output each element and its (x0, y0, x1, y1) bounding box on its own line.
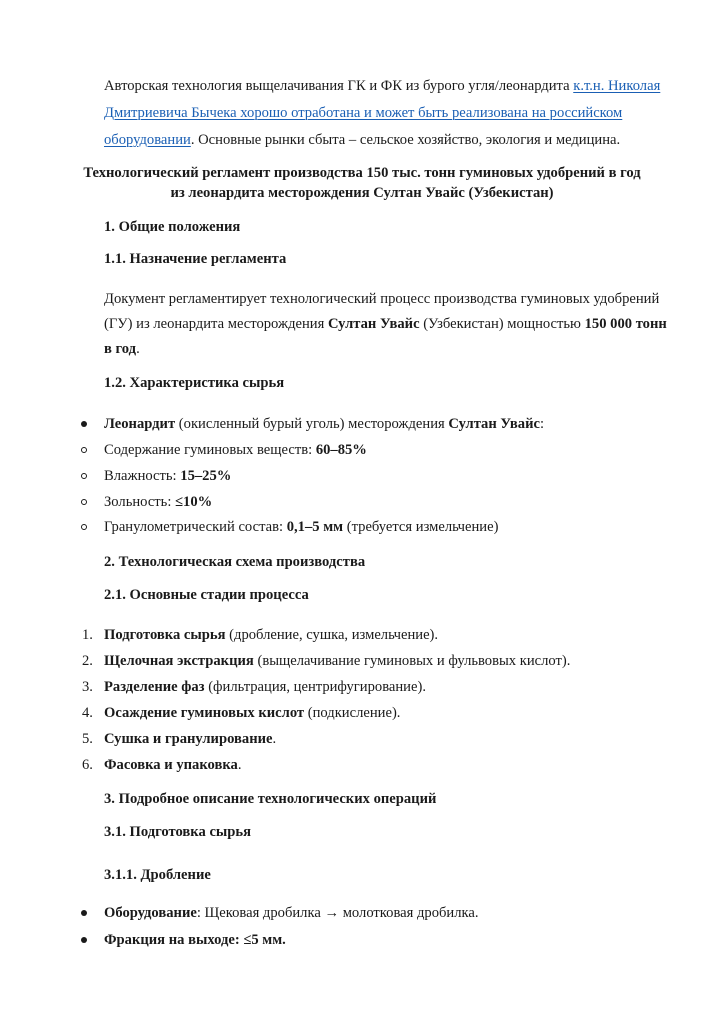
intro-line-2 (104, 103, 622, 123)
purpose-end: . (136, 341, 140, 357)
intro-line-3 (104, 130, 620, 150)
intro-text: Авторская технология выщелачивания ГК и ФК из бурого угля/леонардита (104, 78, 574, 94)
property-label: Влажность: (104, 468, 181, 484)
stage-item (104, 625, 438, 645)
equipment-item (104, 903, 479, 923)
property-item (104, 492, 212, 512)
stage-detail: (выщелачивание гуминовых и фульвовых кислот). (253, 653, 571, 669)
list-number: 6. (82, 757, 93, 773)
sub-bullet-icon (80, 440, 88, 460)
raw-material-text: (окисленный бурый уголь) месторождения (175, 416, 449, 432)
sub-bullet-icon (80, 517, 88, 537)
stage-detail: . (237, 757, 242, 773)
section-1-2-heading: 1.2. Характеристика сырья (104, 375, 285, 391)
fraction-label: Фракция на выходе (104, 932, 235, 948)
property-value: 15–25% (180, 468, 232, 484)
stage-detail: . (272, 731, 277, 747)
stage-name: Сушка и гранулирование (104, 731, 273, 747)
section-1-1-heading: 1.1. Назначение регламента (104, 251, 287, 267)
intro-text-end: . Основные рынки сбыта – сельское хозяйство, экология и медицина. (190, 132, 621, 148)
property-label: Зольность: (104, 494, 176, 510)
stage-item (104, 729, 276, 749)
list-number: 2. (82, 653, 93, 669)
property-label: Содержание гуминовых веществ: (104, 442, 316, 458)
property-value: 60–85% (315, 442, 367, 458)
capacity-value: 150 000 тонн (584, 316, 667, 332)
stage-name: Фасовка и упаковка (104, 757, 238, 773)
deposit-name: Султан Увайс (327, 316, 420, 332)
property-item (104, 440, 367, 460)
author-link[interactable]: к.т.н. Николая (573, 78, 661, 94)
author-link-continued[interactable]: Дмитриевича Бычека хорошо отработана и может быть реализована на российском (104, 105, 623, 121)
list-number: 5. (82, 731, 93, 747)
property-item (104, 466, 231, 486)
raw-material-deposit: Султан Увайс (448, 416, 540, 432)
raw-material-item (104, 414, 544, 434)
stage-name: Разделение фаз (104, 679, 205, 695)
bullet-icon (80, 930, 88, 950)
purpose-text: (ГУ) из леонардита месторождения (104, 316, 328, 332)
stage-detail: (фильтрация, центрифугирование). (204, 679, 426, 695)
stage-detail: (подкисление). (304, 705, 401, 721)
list-number: 1. (82, 627, 93, 643)
property-note: (требуется измельчение) (343, 519, 499, 535)
stage-item (104, 703, 400, 723)
bullet-icon (80, 414, 88, 434)
list-number: 4. (82, 705, 93, 721)
section-2-1-heading: 2.1. Основные стадии процесса (104, 587, 309, 603)
section-2-heading: 2. Технологическая схема производства (104, 554, 366, 570)
stage-item (104, 755, 242, 775)
stage-item (104, 677, 426, 697)
fraction-value: : ≤5 мм. (234, 932, 286, 948)
purpose-text: (Узбекистан) мощностью (419, 316, 585, 332)
property-value: ≤10% (175, 494, 213, 510)
fraction-item (104, 930, 286, 950)
document-title-line-1: Технологический регламент производства 150 тыс. тонн гуминовых удобрений в год (83, 165, 641, 181)
purpose-line-3 (104, 339, 140, 359)
stage-name: Осаждение гуминовых кислот (104, 705, 305, 721)
intro-line-1 (104, 76, 660, 96)
document-title-line-2: из леонардита месторождения Султан Увайс (Узбекистан) (170, 185, 554, 201)
capacity-unit: в год (104, 341, 137, 357)
stage-detail: (дробление, сушка, измельчение). (225, 627, 439, 643)
raw-material-colon: : (539, 416, 545, 432)
purpose-line-1: Документ регламентирует технологический процесс производства гуминовых удобрений (104, 291, 660, 307)
equipment-label: Оборудование (104, 905, 197, 921)
stage-name: Подготовка сырья (104, 627, 226, 643)
section-3-heading: 3. Подробное описание технологических операций (104, 791, 437, 807)
property-label: Гранулометрический состав: (104, 519, 287, 535)
stage-name: Щелочная экстракция (104, 653, 254, 669)
section-3-1-1-heading: 3.1.1. Дробление (104, 867, 211, 883)
section-1-heading: 1. Общие положения (104, 219, 241, 235)
list-number: 3. (82, 679, 93, 695)
bullet-icon (80, 903, 88, 923)
equipment-link[interactable]: оборудовании (104, 132, 191, 148)
equipment-text: : Щековая дробилка → молотковая дробилка. (196, 905, 479, 921)
raw-material-name: Леонардит (104, 416, 176, 432)
property-value: 0,1–5 мм (286, 519, 344, 535)
section-3-1-heading: 3.1. Подготовка сырья (104, 824, 252, 840)
sub-bullet-icon (80, 492, 88, 512)
sub-bullet-icon (80, 466, 88, 486)
purpose-line-2 (104, 314, 667, 334)
stage-item (104, 651, 570, 671)
property-item (104, 517, 498, 537)
